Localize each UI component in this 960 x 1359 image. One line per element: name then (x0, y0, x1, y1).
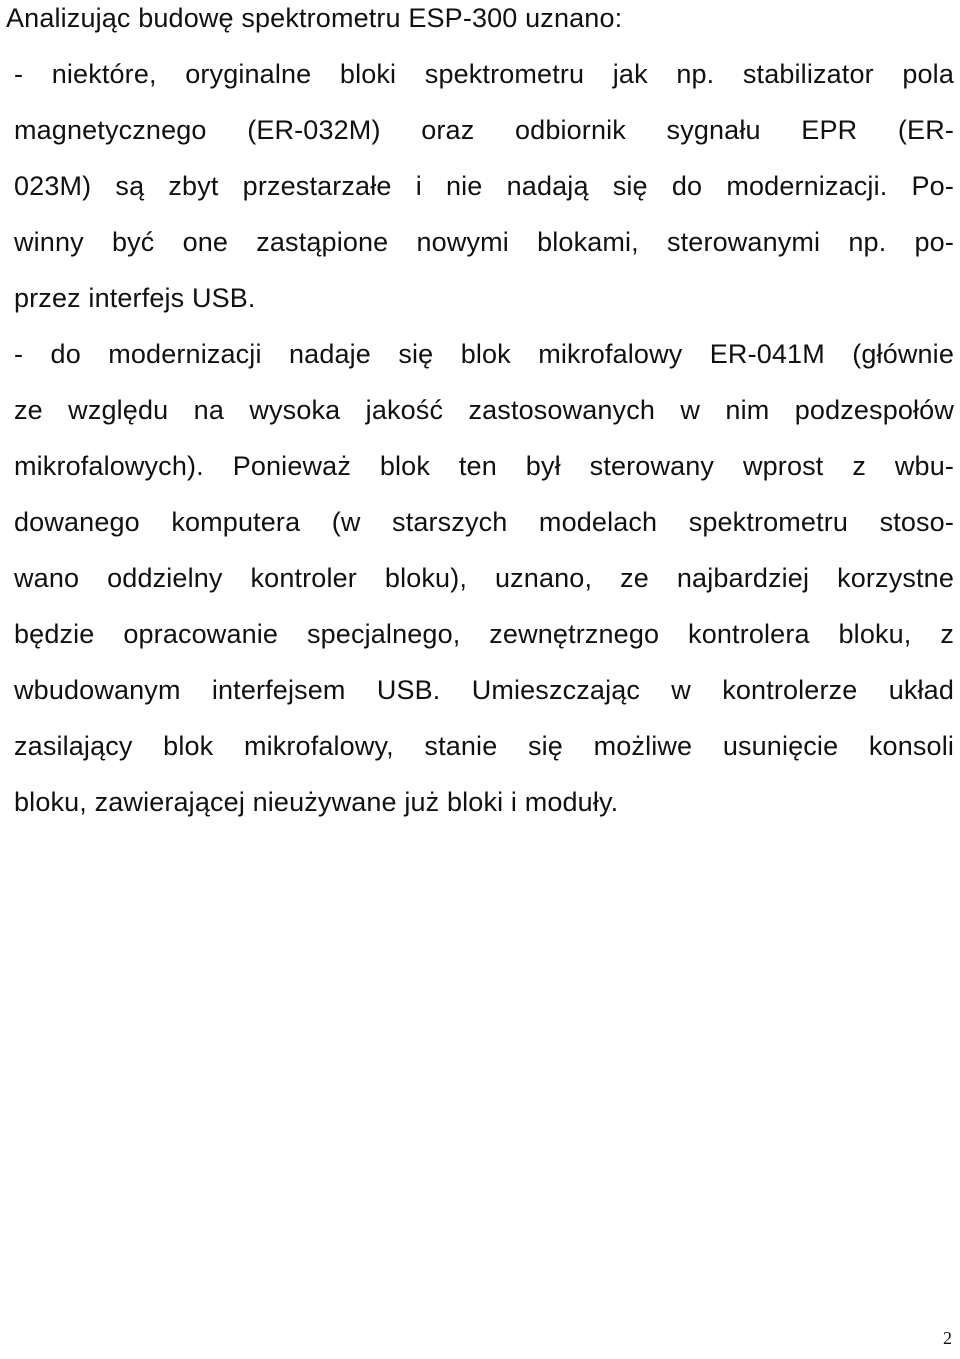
paragraph-line: bloku, zawierającej nieużywane już bloki i moduły. (14, 787, 619, 817)
paragraph-line: zasilający blok mikrofalowy, stanie się możliwe usunięcie konsoli (14, 731, 954, 761)
paragraph-line: - do modernizacji nadaje się blok mikrofalowy ER-041M (głównie (14, 339, 954, 369)
paragraph-line: magnetycznego (ER-032M) oraz odbiornik sygnału EPR (ER- (14, 115, 954, 145)
paragraph-line: będzie opracowanie specjalnego, zewnętrznego kontrolera bloku, z (14, 619, 954, 649)
paragraph-line: winny być one zastąpione nowymi blokami, sterowanymi np. po- (14, 227, 954, 257)
heading: Analizując budowę spektrometru ESP-300 uznano: (6, 3, 623, 33)
paragraph-line: 023M) są zbyt przestarzałe i nie nadają się do modernizacji. Po- (14, 171, 954, 201)
paragraph-line: wano oddzielny kontroler bloku), uznano, ze najbardziej korzystne (14, 563, 954, 593)
paragraph-line: ze względu na wysoka jakość zastosowanych w nim podzespołów (14, 395, 954, 425)
page-number: 2 (943, 1328, 952, 1348)
paragraph-line: - niektóre, oryginalne bloki spektrometru jak np. stabilizator pola (14, 59, 954, 89)
paragraph-line: przez interfejs USB. (14, 283, 256, 313)
paragraph-line: dowanego komputera (w starszych modelach spektrometru stoso- (14, 507, 954, 537)
paragraph-line: mikrofalowych). Ponieważ blok ten był sterowany wprost z wbu- (14, 451, 954, 481)
paragraph-line: wbudowanym interfejsem USB. Umieszczając w kontrolerze układ (14, 675, 954, 705)
